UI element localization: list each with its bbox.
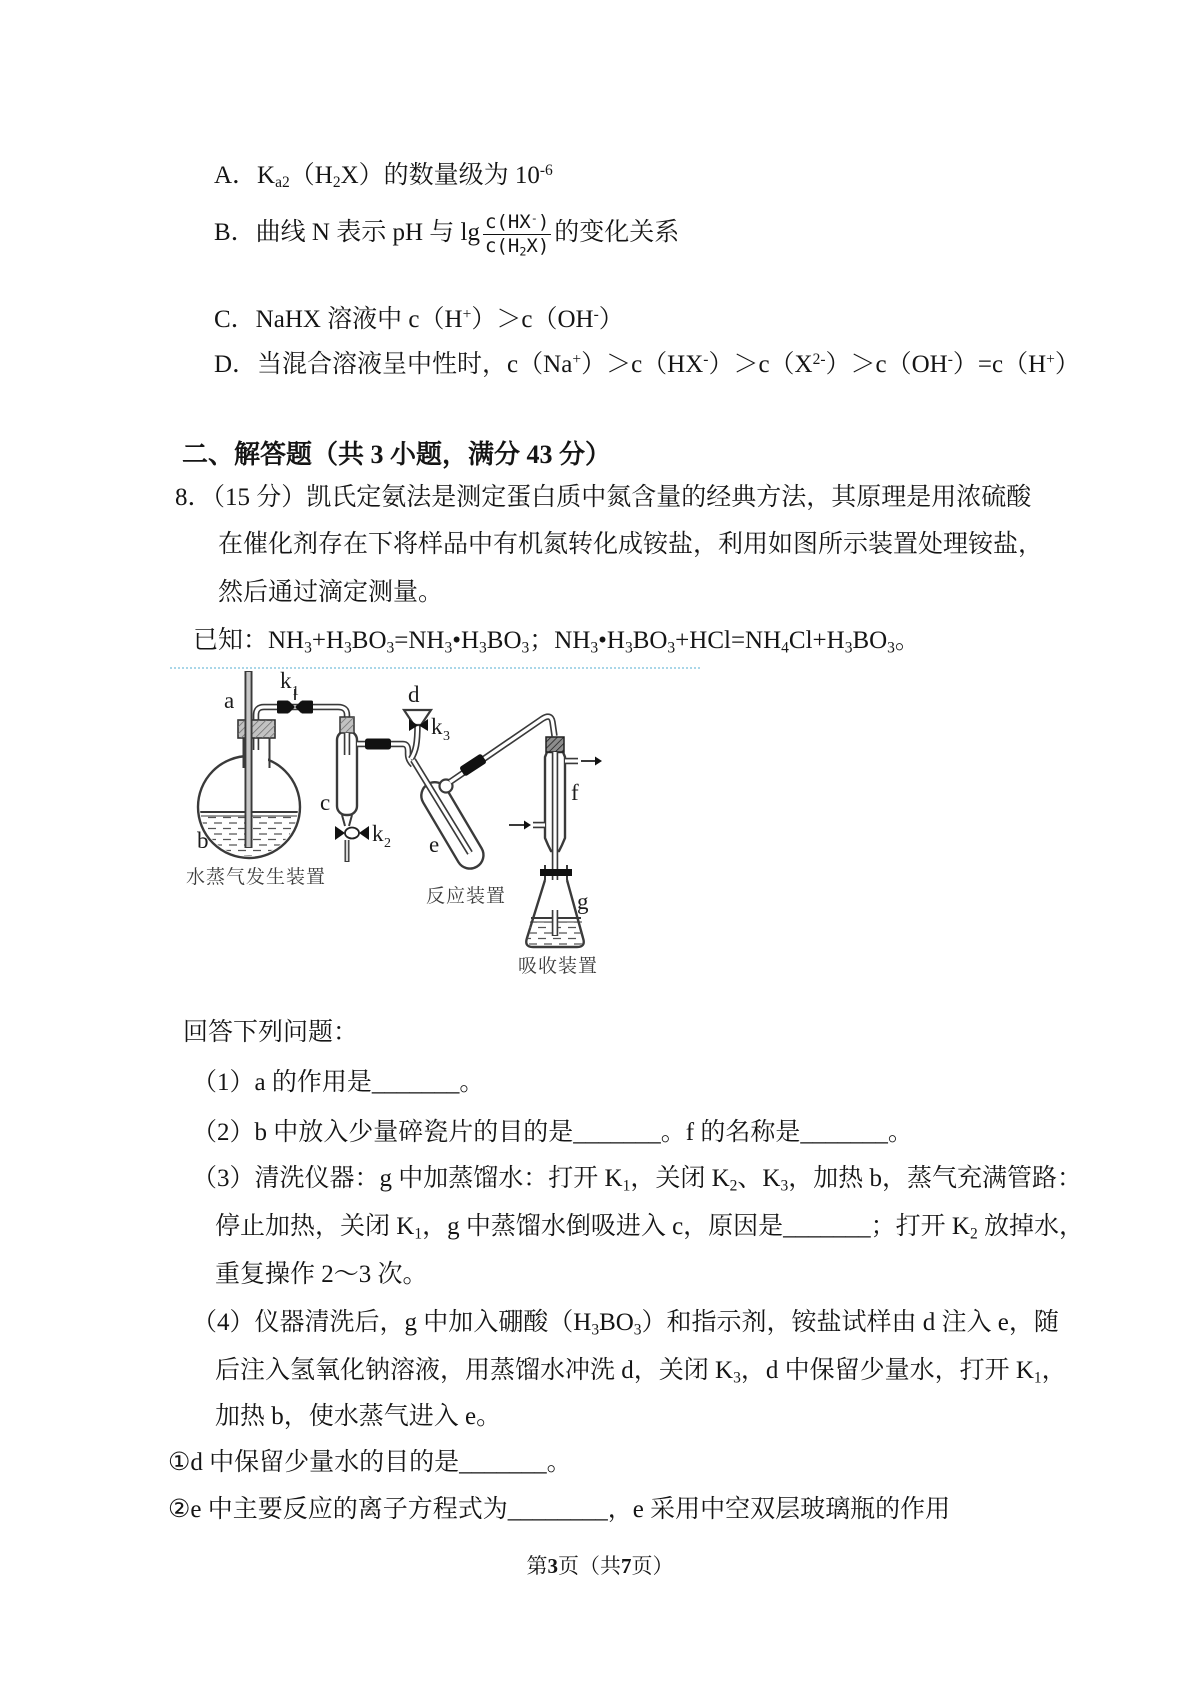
reaction-device-caption: 反应装置 <box>425 886 507 907</box>
question8-line2: 在催化剂存在下将样品中有机氮转化成铵盐，利用如图所示装置处理铵盐， <box>218 531 1044 558</box>
sub-question-2: （2）b 中放入少量碎瓷片的目的是_______。f 的名称是_______。 <box>192 1119 913 1146</box>
fraction-denominator: $c(H_2X)$ <box>484 234 550 259</box>
option-d: D．当混合溶液呈中性时，$c(Na^+)>c(HX^-)>c(X^{2-})>c(OH^-)=c(H^+)$ <box>214 350 1080 378</box>
stopper-f <box>546 737 564 752</box>
circled-item-2: ②e 中主要反应的离子方程式为________，e 采用中空双层玻璃瓶的作用 <box>168 1496 951 1523</box>
section-heading: 二、解答题（共 3 小题，满分 43 分） <box>182 440 612 469</box>
option-b <box>214 200 679 266</box>
label-k3-sub: 3 <box>443 729 450 744</box>
label-k1-sub: 1 <box>292 684 299 699</box>
label-k2: k <box>372 821 384 846</box>
question8-line3: 然后通过滴定测量。 <box>218 579 444 606</box>
label-e: e <box>429 832 440 857</box>
stopper-b <box>238 720 275 738</box>
apparatus-diagram <box>168 655 668 985</box>
question8-line1: 8．（15 分）凯氏定氨法是测定蛋白质中氮含量的经典方法，其原理是用浓硫酸 <box>175 484 1032 511</box>
rubber-coupling-c <box>365 739 391 750</box>
page-footer: 第3页（共7页） <box>526 1554 674 1578</box>
water-out-arrow <box>581 757 602 766</box>
label-c: c <box>320 790 331 815</box>
label-k3: k <box>431 714 443 739</box>
known-equations: 已知：$NH_3+H_3BO_3=NH_3•H_3BO_3$；$NH_3•H_3BO_3+HCl=NH_4Cl+H_3BO_3$。 <box>193 627 920 657</box>
option-c: C．NaHX 溶液中 c（H+）＞c（OH-） <box>214 305 624 333</box>
sub-question-4-line2: 后注入氢氧化钠溶液，用蒸馏水冲洗 d，关闭 $K_3$，d 中保留少量水，打开 $K_1$， <box>215 1357 1067 1387</box>
absorption-device-caption: 吸收装置 <box>517 956 599 977</box>
steam-generator <box>196 671 347 860</box>
label-f: f <box>571 780 579 805</box>
answer-prompt: 回答下列问题： <box>183 1019 359 1046</box>
rubber-coupling-e <box>459 753 487 776</box>
circled-item-1: ①d 中保留少量水的目的是_______。 <box>168 1449 572 1476</box>
sub-question-4-line3: 加热 b，使水蒸气进入 e。 <box>215 1403 502 1430</box>
option-a: A．$K_{a2}(H_2X)$的数量级为 $10^{-6}$ <box>214 161 553 192</box>
valve-k2 <box>335 826 369 840</box>
label-k1: k <box>280 668 292 693</box>
fraction-numerator: c(HX-) <box>483 212 551 235</box>
water-in-arrow <box>509 821 531 830</box>
sub-question-1: （1）a 的作用是_______。 <box>192 1069 485 1096</box>
sub-question-3-line2: 停止加热，关闭 $K_1$，g 中蒸馏水倒吸进入 c，原因是_______；打开 $K_2$ 放掉水， <box>215 1213 1084 1243</box>
label-d: d <box>408 682 420 707</box>
label-k2-sub: 2 <box>384 836 391 851</box>
sub-question-3-line3: 重复操作 2～3 次。 <box>215 1261 428 1288</box>
option-b-post: 的变化关系 <box>554 219 680 246</box>
steam-device-caption: 水蒸气发生装置 <box>185 867 327 888</box>
sub-question-4-line1: （4）仪器清洗后，g 中加入硼酸$(H_3BO_3)$和指示剂，铵盐试样由 d 注入 e，随 <box>192 1309 1059 1339</box>
fraction <box>483 212 551 259</box>
stopper-band-g <box>540 869 572 876</box>
option-b-pre: B．曲线 N 表示 pH 与 lg <box>214 219 480 246</box>
label-a: a <box>224 688 235 713</box>
sub-question-3-line1: （3）清洗仪器：g 中加蒸馏水：打开 $K_1$，关闭 $K_2$、$K_3$，加热 b，蒸气充满管路： <box>192 1165 1082 1195</box>
stopper-c <box>340 717 354 733</box>
label-g: g <box>577 889 589 914</box>
label-b: b <box>197 828 209 853</box>
